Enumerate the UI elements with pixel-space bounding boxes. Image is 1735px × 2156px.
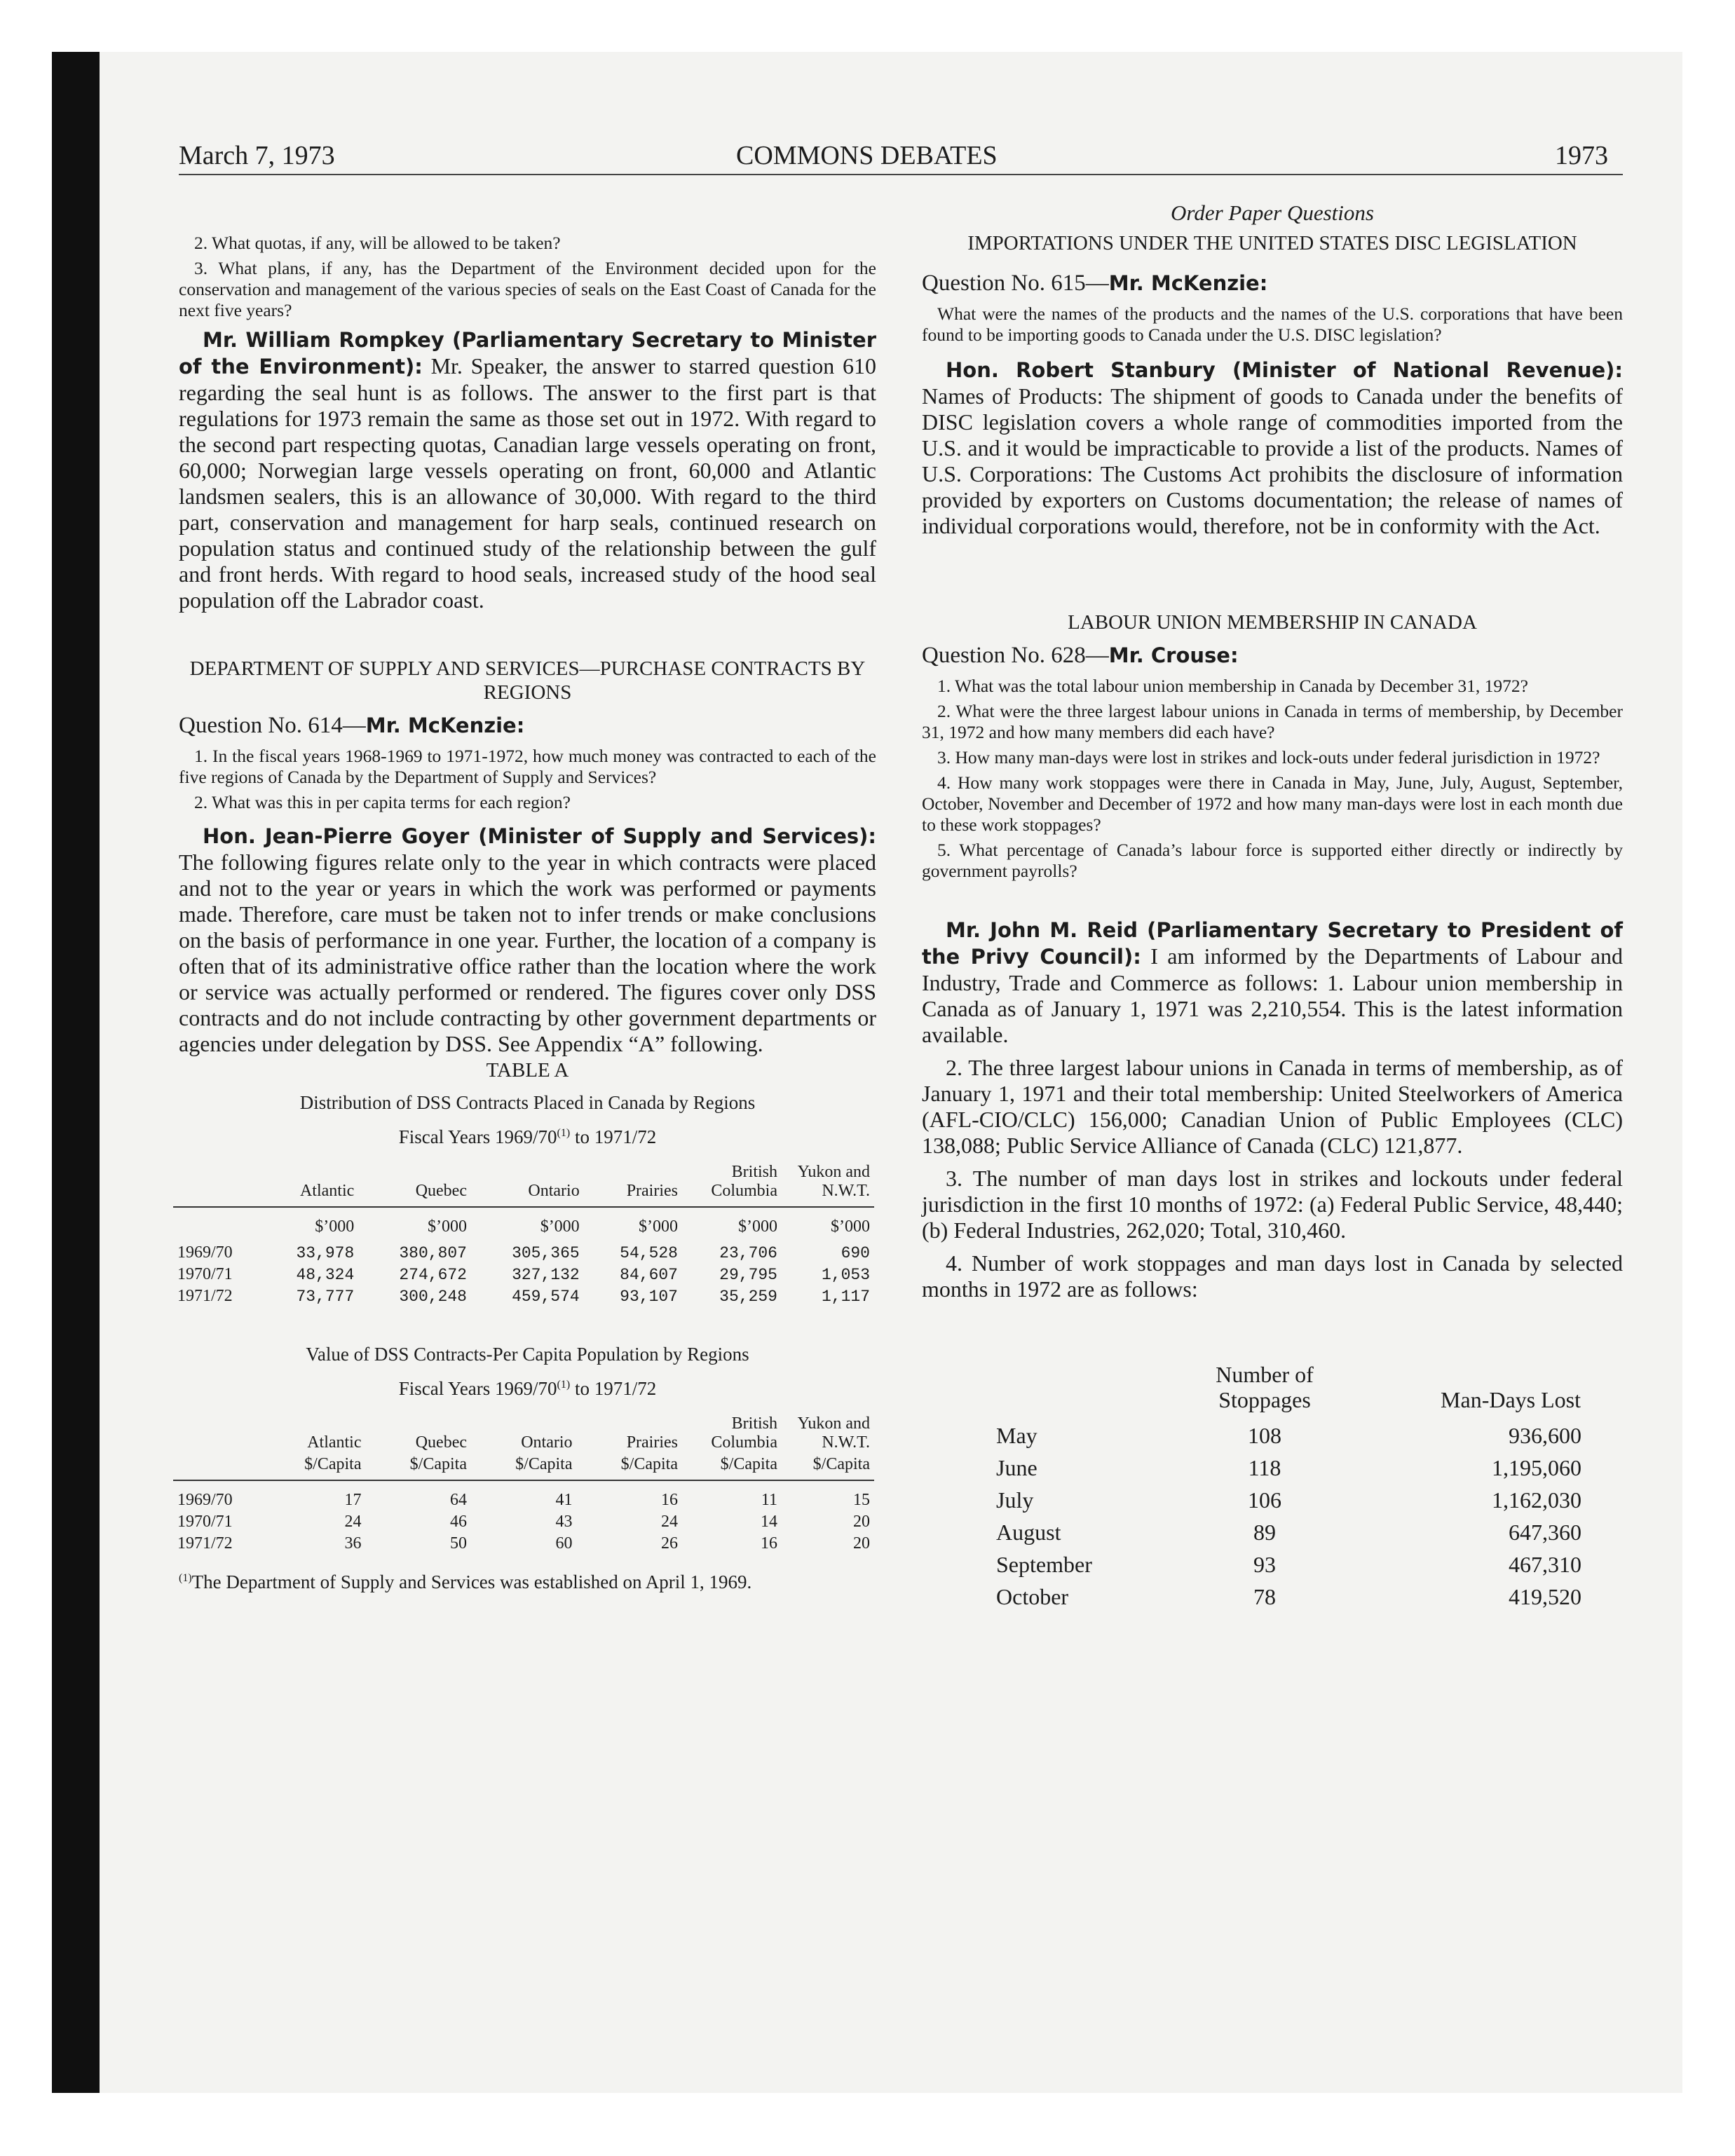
- unit-cell: $/Capita: [471, 1454, 577, 1480]
- question-asker: Mr. Crouse:: [1108, 643, 1239, 667]
- right-column: [922, 188, 1623, 1613]
- question-item: 3. How many man-days were lost in strikes and lock-outs under federal jurisdiction in 1972?: [937, 747, 1600, 767]
- speaker-rompkey: Mr. William Rompkey (Parliamentary Secretary to Minister of the Environment):: [179, 328, 876, 378]
- column-header: Atlantic: [307, 1433, 362, 1452]
- unit-cell: $/Capita: [577, 1454, 683, 1480]
- unit-cell: $’000: [427, 1217, 467, 1236]
- answer-615: [922, 357, 1623, 539]
- column-header: Yukon and N.W.T.: [782, 1161, 874, 1207]
- table-row: July 106 1,162,030: [996, 1487, 1581, 1513]
- answer-text: The following figures relate only to the year in which contracts were placed and not to the year or years in which the work was performed or payments made. Therefore, care must be taken not to infer trends or make conclusions on the basis of performance in one year. Further, the location of a company is often that of its administrative office rather than the location where the work or service was actually performed or rendered. The figures cover only DSS contracts and do not include contracting by other government departments or agencies under delegation by DSS. See Appendix “A” following.: [179, 850, 876, 1056]
- table2-caption: Value of DSS Contracts-Per Capita Population by Regions: [306, 1344, 749, 1365]
- column-header: Quebec: [358, 1161, 471, 1207]
- question-item: 2. What quotas, if any, will be allowed to be taken?: [194, 233, 561, 253]
- question-628-items: [922, 676, 1623, 882]
- answer-text: Mr. Speaker, the answer to starred question 610 regarding the seal hunt is as follows. The answer to the first part is that regulations for 1973 remain the same as those set out in 1972. With regard to the second part respecting quotas, Canadian large vessels operating on front, 60,000; Norwegian large vessels operating on front, 60,000 and Atlantic landsmen sealers, this is an allowance of 30,000. With regard to the third part, conservation and management for harp seals, continued research on population status and continued study of the relationship between the gulf and front herds. With regard to hood seals, increased study of the hood seal population off the Labrador coast.: [179, 353, 877, 613]
- answer-paragraph: 3. The number of man days lost in strikes and lockouts under federal jurisdiction in the first 10 months of 1972: (a) Federal Public Service, 48,440; (b) Federal Industries, 262,020; Total, 310,460.: [922, 1166, 1623, 1243]
- table-contracts-by-region: [173, 1161, 874, 1307]
- unit-cell: $’000: [540, 1217, 580, 1236]
- question-number: Question No. 628—: [922, 643, 1109, 668]
- table-row: September 93 467,310: [996, 1552, 1581, 1577]
- column-header: British Columbia: [682, 1161, 782, 1207]
- table-row: 1969/70 33,978 380,807 305,365 54,528 23,706 690: [177, 1243, 870, 1262]
- table-row: October 78 419,520: [996, 1584, 1581, 1609]
- question-614-items: [179, 746, 876, 813]
- column-header: Ontario: [521, 1433, 573, 1452]
- question-asker: Mr. McKenzie:: [1108, 271, 1268, 295]
- question-item: 2. What was this in per capita terms for each region?: [194, 792, 571, 812]
- section-heading-labour: LABOUR UNION MEMBERSHIP IN CANADA: [1068, 611, 1477, 634]
- question-610-items: [179, 233, 876, 321]
- question-item: 4. How many work stoppages were there in Canada in May, June, July, August, September, October, November and December of 1972 and how many man-days were lost in each month due to these work stoppages?: [922, 772, 1623, 835]
- column-header: Atlantic: [260, 1161, 358, 1207]
- question-615-text: What were the names of the products and the names of the U.S. corporations that have been found to be importing goods to Canada under the U.S. DISC legislation?: [922, 303, 1623, 345]
- table-row: May 108 936,600: [996, 1423, 1581, 1448]
- table-row: 1970/71 24 46 43 24 14 20: [177, 1513, 870, 1531]
- table1-caption: Distribution of DSS Contracts Placed in Canada by Regions: [299, 1092, 756, 1113]
- table1-subcaption: Fiscal Years 1969/70$^{(1)}$ to 1971/72: [398, 1126, 657, 1147]
- answer-614: [179, 823, 876, 1057]
- question-item: 3. What plans, if any, has the Department of the Environment decided upon for the conservation and management of the various species of seals on the East Coast of Canada for the next five years?: [179, 258, 876, 320]
- question-asker: Mr. McKenzie:: [365, 714, 525, 737]
- header-rule: [179, 174, 1623, 175]
- column-header: Prairies: [626, 1433, 678, 1452]
- column-header: British Columbia: [711, 1414, 777, 1452]
- question-item: 5. What percentage of Canada’s labour force is supported either directly or indirectly by government payrolls?: [922, 840, 1623, 881]
- speaker-goyer: Hon. Jean-Pierre Goyer (Minister of Supply and Services):: [203, 824, 876, 848]
- unit-cell: $’000: [639, 1217, 678, 1236]
- column-header: Ontario: [471, 1161, 584, 1207]
- table-per-capita-by-region: [173, 1413, 874, 1555]
- answer-610: [179, 327, 876, 613]
- column-header: Quebec: [415, 1433, 467, 1452]
- table-row: 1970/71 48,324 274,672 327,132 84,607 29,795 1,053: [177, 1265, 870, 1284]
- question-615-label: [922, 271, 1623, 296]
- question-item: 2. What were the three largest labour unions in Canada in terms of membership, by December 31, 1972 and how many members did each have?: [922, 701, 1623, 742]
- unit-cell: $’000: [315, 1217, 355, 1236]
- question-628-label: [922, 643, 1623, 669]
- answer-text: Names of Products: The shipment of goods to Canada under the benefits of DISC legislation covers a whole range of commodities imported from the U.S. and it would be impracticable to provide a list of the products. Names of U.S. Corporations: The Customs Act prohibits the disclosure of information provided by exporters on Customs documentation; the release of names of individual corporations would, therefore, not be in conformity with the Act.: [922, 383, 1623, 538]
- unit-cell: $’000: [738, 1217, 777, 1236]
- answer-paragraph: 2. The three largest labour unions in Canada in terms of membership, as of January 1, 1971 and their total membership: United Steelworkers of America (AFL-CIO/CLC) 156,000; Canadian Union of Public Employees (CLC) 138,088; Public Service Alliance of Canada (CLC) 121,877.: [922, 1055, 1623, 1158]
- section-heading-disc: IMPORTATIONS UNDER THE UNITED STATES DISC LEGISLATION: [967, 232, 1577, 254]
- speaker-reid: Mr. John M. Reid (Parliamentary Secretary to President of the Privy Council):: [922, 918, 1623, 969]
- table-a-label: TABLE A: [486, 1059, 569, 1082]
- section-heading-dss: DEPARTMENT OF SUPPLY AND SERVICES—PURCHASE CONTRACTS BY REGIONS: [189, 657, 866, 704]
- answer-text: I am informed by the Departments of Labour and Industry, Trade and Commerce as follows: 1. Labour union membership in Canada as of January 1, 1971 was 2,210,554. This is the latest information available.: [922, 943, 1624, 1047]
- table-row: 1969/70 17 64 41 16 11 15: [177, 1491, 870, 1509]
- unit-cell: $/Capita: [260, 1454, 366, 1480]
- question-number: Question No. 614—: [179, 713, 366, 738]
- section-title: Order Paper Questions: [1171, 200, 1374, 225]
- table-work-stoppages: [996, 1361, 1581, 1613]
- scan-edge: [52, 52, 100, 2093]
- answer-paragraph: 4. Number of work stoppages and man days lost in Canada by selected months in 1972 are as follows:: [922, 1250, 1623, 1302]
- table-row: 1971/72 36 50 60 26 16 20: [177, 1534, 870, 1553]
- question-item: 1. In the fiscal years 1968-1969 to 1971-1972, how much money was contracted to each of the five regions of Canada by the Department of Supply and Services?: [179, 746, 876, 787]
- header-title: COMMONS DEBATES: [736, 141, 998, 170]
- unit-cell: $/Capita: [682, 1454, 782, 1480]
- unit-cell: $/Capita: [782, 1454, 874, 1480]
- question-number: Question No. 615—: [922, 271, 1109, 296]
- column-header: Prairies: [584, 1161, 682, 1207]
- question-614-label: [179, 713, 876, 739]
- unit-cell: $/Capita: [366, 1454, 472, 1480]
- footnote: $^{(1)}$The Department of Supply and Services was established on April 1, 1969.: [179, 1571, 752, 1592]
- table-row: June 118 1,195,060: [996, 1455, 1581, 1480]
- header-page-number: 1973: [1555, 141, 1608, 170]
- unit-cell: $’000: [831, 1217, 870, 1236]
- speaker-stanbury: Hon. Robert Stanbury (Minister of National Revenue):: [946, 358, 1623, 382]
- left-column: [179, 188, 876, 1593]
- table2-subcaption: Fiscal Years 1969/70$^{(1)}$ to 1971/72: [398, 1378, 657, 1399]
- column-header: Number of Stoppages: [1216, 1362, 1314, 1412]
- table-row: August 89 647,360: [996, 1520, 1581, 1545]
- answer-628: [922, 917, 1623, 1302]
- question-item: 1. What was the total labour union membership in Canada by December 31, 1972?: [937, 676, 1528, 696]
- table-row: 1971/72 73,777 300,248 459,574 93,107 35,259 1,117: [177, 1287, 870, 1306]
- header-date: March 7, 1973: [179, 141, 335, 170]
- column-header: Yukon and N.W.T.: [797, 1414, 870, 1452]
- column-header: Man-Days Lost: [1441, 1387, 1581, 1412]
